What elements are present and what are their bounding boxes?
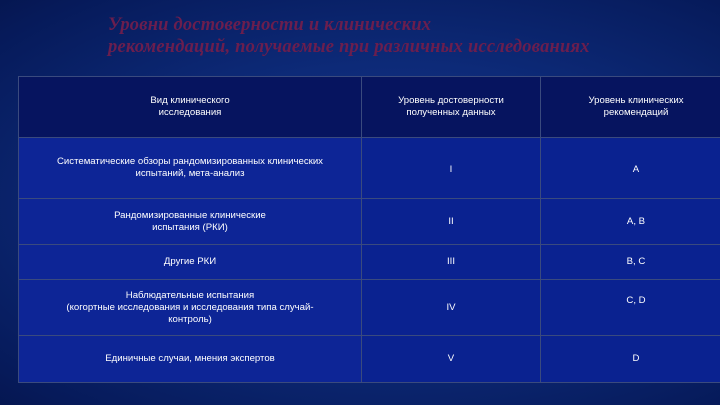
evidence-level-cell [362, 138, 541, 199]
header-evidence-level [362, 77, 541, 138]
recommendation-grade-value: B, C [626, 256, 646, 267]
recommendation-grade-value: A [632, 164, 640, 175]
header-evidence-level-line-2: полученных данных [406, 107, 496, 118]
study-type-cell [19, 245, 362, 280]
recommendation-grade-value: A, B [626, 215, 646, 227]
slide-title-line-1: Уровни достоверности и клинических [108, 15, 432, 35]
study-type-cell [19, 280, 362, 336]
table-header-row [19, 77, 720, 138]
header-evidence-level-line-1: Уровень достоверности [398, 95, 504, 106]
header-recommendation-grade-line-1: Уровень клинических [588, 95, 684, 106]
table-row [19, 280, 720, 336]
table-row [19, 336, 720, 383]
evidence-level-cell [362, 245, 541, 280]
study-type-line-2: испытаний, мета-анализ [135, 168, 245, 179]
header-study-type-line-1: Вид клинического [150, 95, 230, 106]
evidence-level-cell [362, 280, 541, 336]
evidence-level-value: IV [446, 301, 456, 313]
recommendation-grade-value: D [632, 353, 640, 364]
study-type-line-2: испытания (РКИ) [152, 221, 228, 233]
study-type-cell [19, 138, 362, 199]
table-row [19, 199, 720, 245]
recommendation-grade-cell [541, 280, 720, 336]
evidence-level-value: V [447, 353, 455, 364]
slide-title [108, 14, 708, 58]
recommendation-grade-cell [541, 336, 720, 383]
study-type-line-1: Единичные случаи, мнения экспертов [105, 353, 275, 364]
table-row [19, 138, 720, 199]
header-recommendation-grade-line-2: рекомендаций [603, 107, 669, 118]
header-study-type-line-2: исследования [158, 107, 222, 118]
evidence-level-cell [362, 199, 541, 245]
study-type-cell [19, 336, 362, 383]
study-type-line-3: контроль) [168, 313, 212, 325]
study-type-line-1: Рандомизированные клинические [114, 209, 266, 221]
header-study-type [19, 77, 362, 138]
evidence-level-cell [362, 336, 541, 383]
study-type-line-2: (когортные исследования и исследования типа случай- [66, 301, 314, 313]
recommendation-grade-value: C, D [626, 294, 646, 306]
header-recommendation-grade [541, 77, 720, 138]
recommendation-grade-cell [541, 245, 720, 280]
recommendation-grade-cell [541, 138, 720, 199]
table-row [19, 245, 720, 280]
evidence-level-value: III [447, 256, 455, 267]
evidence-level-value: II [448, 215, 454, 227]
slide-title-line-2: рекомендаций, получаемые при различных исследованиях [108, 37, 590, 57]
study-type-line-1: Наблюдательные испытания [125, 289, 255, 301]
evidence-levels-table [18, 76, 720, 383]
study-type-line-1: Систематические обзоры рандомизированных клинических [57, 156, 323, 167]
study-type-cell [19, 199, 362, 245]
evidence-level-value: I [449, 164, 453, 175]
study-type-line-1: Другие РКИ [163, 256, 217, 267]
recommendation-grade-cell [541, 199, 720, 245]
